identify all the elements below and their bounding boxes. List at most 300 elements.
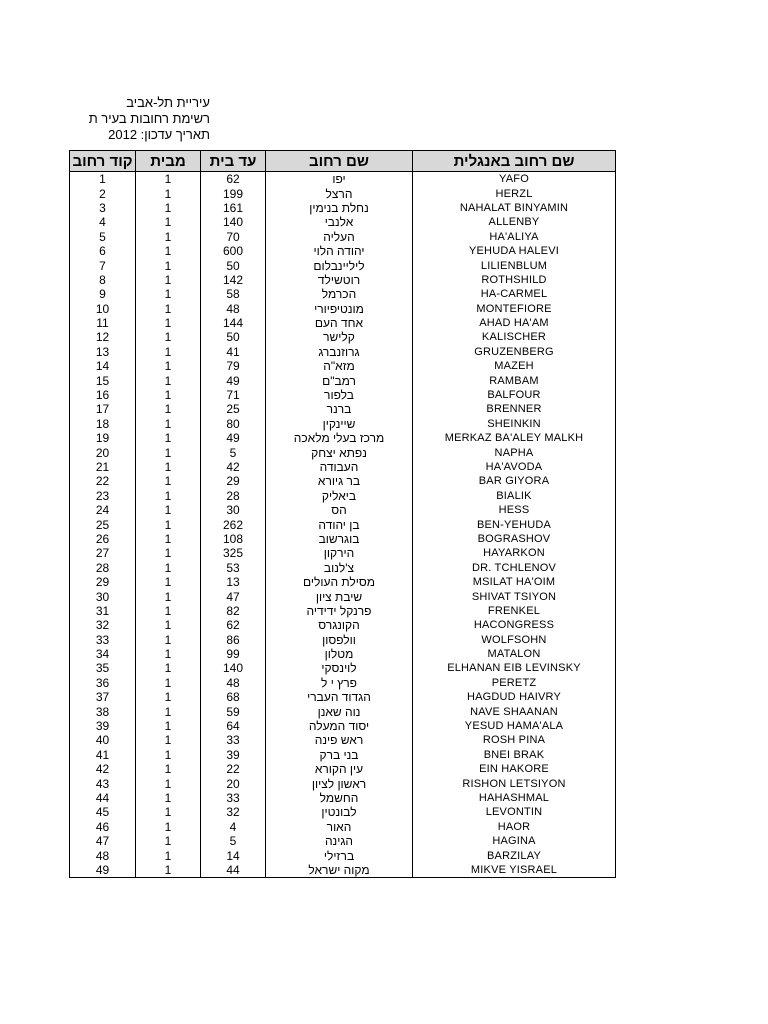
table-row (70, 661, 616, 675)
table-row (70, 445, 616, 459)
table-row (70, 690, 616, 704)
cell-from-house: 1 (136, 604, 201, 618)
cell-to-house: 44 (201, 863, 266, 878)
cell-street-code: 8 (70, 273, 136, 287)
cell-street-name-english: GRUZENBERG (413, 345, 616, 359)
cell-to-house: 99 (201, 647, 266, 661)
cell-street-name-english: BALFOUR (413, 388, 616, 402)
cell-from-house: 1 (136, 302, 201, 316)
cell-street-name-english: ROTHSHILD (413, 273, 616, 287)
cell-to-house: 140 (201, 215, 266, 229)
cell-from-house: 1 (136, 690, 201, 704)
cell-street-code: 14 (70, 359, 136, 373)
cell-street-name-english: BAR GIYORA (413, 474, 616, 488)
cell-from-house: 1 (136, 820, 201, 834)
table-row (70, 359, 616, 373)
table-row (70, 474, 616, 488)
table-row (70, 517, 616, 531)
table-row (70, 532, 616, 546)
cell-to-house: 80 (201, 417, 266, 431)
cell-street-code: 24 (70, 503, 136, 517)
cell-street-name: צ'לנוב (266, 561, 413, 575)
cell-to-house: 50 (201, 330, 266, 344)
table-row (70, 460, 616, 474)
cell-to-house: 32 (201, 805, 266, 819)
cell-street-name-english: HACONGRESS (413, 618, 616, 632)
table-row (70, 503, 616, 517)
cell-to-house: 161 (201, 201, 266, 215)
table-row (70, 402, 616, 416)
cell-street-name-english: BIALIK (413, 489, 616, 503)
table-header-row (70, 151, 616, 172)
header-to-house: עד בית (201, 151, 266, 172)
cell-street-name: קלישר (266, 330, 413, 344)
cell-to-house: 49 (201, 431, 266, 445)
cell-from-house: 1 (136, 719, 201, 733)
cell-street-name: מרכז בעלי מלאכה (266, 431, 413, 445)
table-row (70, 258, 616, 272)
municipality-title: עיריית תל-אביב (126, 95, 210, 110)
header-street-code: קוד רחוב (70, 151, 136, 172)
cell-street-name-english: MIKVE YISRAEL (413, 863, 616, 878)
cell-from-house: 1 (136, 244, 201, 258)
cell-from-house: 1 (136, 258, 201, 272)
cell-from-house: 1 (136, 834, 201, 848)
table-row (70, 863, 616, 878)
table-row (70, 330, 616, 344)
table-row (70, 589, 616, 603)
cell-street-code: 25 (70, 517, 136, 531)
cell-street-name-english: SHIVAT TSIYON (413, 589, 616, 603)
cell-street-name-english: MSILAT HA'OIM (413, 575, 616, 589)
cell-from-house: 1 (136, 287, 201, 301)
cell-street-code: 15 (70, 373, 136, 387)
cell-street-name: פרץ י ל (266, 676, 413, 690)
cell-street-code: 34 (70, 647, 136, 661)
table-row (70, 633, 616, 647)
cell-to-house: 25 (201, 402, 266, 416)
cell-to-house: 70 (201, 230, 266, 244)
cell-street-name: ברזילי (266, 848, 413, 862)
cell-street-name: רוטשילד (266, 273, 413, 287)
cell-from-house: 1 (136, 776, 201, 790)
cell-street-name: העליה (266, 230, 413, 244)
table-row (70, 575, 616, 589)
table-row (70, 604, 616, 618)
cell-street-name-english: HA-CARMEL (413, 287, 616, 301)
cell-street-name: נחלת בנימין (266, 201, 413, 215)
cell-from-house: 1 (136, 546, 201, 560)
cell-street-name-english: YAFO (413, 172, 616, 187)
cell-street-code: 42 (70, 762, 136, 776)
cell-street-name-english: HESS (413, 503, 616, 517)
cell-street-name-english: ROSH PINA (413, 733, 616, 747)
cell-to-house: 5 (201, 445, 266, 459)
cell-street-name-english: HAGDUD HAIVRY (413, 690, 616, 704)
table-row (70, 302, 616, 316)
cell-street-name: הכרמל (266, 287, 413, 301)
cell-from-house: 1 (136, 215, 201, 229)
cell-to-house: 600 (201, 244, 266, 258)
cell-street-name-english: WOLFSOHN (413, 633, 616, 647)
table-row (70, 561, 616, 575)
cell-street-code: 41 (70, 748, 136, 762)
cell-to-house: 50 (201, 258, 266, 272)
cell-street-name: מטלון (266, 647, 413, 661)
cell-street-name: יהודה הלוי (266, 244, 413, 258)
table-row (70, 647, 616, 661)
cell-to-house: 28 (201, 489, 266, 503)
table-row (70, 719, 616, 733)
cell-to-house: 62 (201, 618, 266, 632)
cell-to-house: 14 (201, 848, 266, 862)
cell-street-name: בר גיורא (266, 474, 413, 488)
cell-street-name: וולפסון (266, 633, 413, 647)
cell-to-house: 71 (201, 388, 266, 402)
cell-from-house: 1 (136, 388, 201, 402)
cell-street-code: 33 (70, 633, 136, 647)
cell-from-house: 1 (136, 402, 201, 416)
table-row (70, 776, 616, 790)
cell-street-name: מונטיפיורי (266, 302, 413, 316)
cell-to-house: 33 (201, 733, 266, 747)
cell-street-name: הירקון (266, 546, 413, 560)
table-row (70, 417, 616, 431)
cell-street-name-english: HA'ALIYA (413, 230, 616, 244)
cell-from-house: 1 (136, 575, 201, 589)
cell-to-house: 64 (201, 719, 266, 733)
cell-to-house: 82 (201, 604, 266, 618)
cell-to-house: 39 (201, 748, 266, 762)
cell-to-house: 22 (201, 762, 266, 776)
cell-street-code: 4 (70, 215, 136, 229)
cell-street-code: 22 (70, 474, 136, 488)
cell-from-house: 1 (136, 762, 201, 776)
cell-from-house: 1 (136, 561, 201, 575)
table-row (70, 230, 616, 244)
cell-to-house: 49 (201, 373, 266, 387)
table-row (70, 748, 616, 762)
cell-from-house: 1 (136, 359, 201, 373)
cell-street-code: 31 (70, 604, 136, 618)
cell-street-code: 49 (70, 863, 136, 878)
header-street-name-english: שם רחוב באנגלית (413, 151, 616, 172)
streets-table (69, 150, 616, 878)
cell-street-name-english: KALISCHER (413, 330, 616, 344)
cell-street-name: החשמל (266, 791, 413, 805)
cell-to-house: 48 (201, 302, 266, 316)
cell-from-house: 1 (136, 791, 201, 805)
cell-street-code: 47 (70, 834, 136, 848)
cell-street-name-english: FRENKEL (413, 604, 616, 618)
cell-street-code: 45 (70, 805, 136, 819)
table-row (70, 186, 616, 200)
cell-street-code: 36 (70, 676, 136, 690)
cell-street-code: 16 (70, 388, 136, 402)
cell-to-house: 30 (201, 503, 266, 517)
cell-to-house: 144 (201, 316, 266, 330)
cell-to-house: 5 (201, 834, 266, 848)
cell-street-name: רמב"ם (266, 373, 413, 387)
table-row (70, 215, 616, 229)
cell-from-house: 1 (136, 748, 201, 762)
cell-street-name-english: NAHALAT BINYAMIN (413, 201, 616, 215)
cell-street-code: 39 (70, 719, 136, 733)
cell-street-name-english: BOGRASHOV (413, 532, 616, 546)
cell-street-name: יפו (266, 172, 413, 187)
cell-street-code: 28 (70, 561, 136, 575)
cell-to-house: 79 (201, 359, 266, 373)
cell-street-code: 43 (70, 776, 136, 790)
cell-to-house: 86 (201, 633, 266, 647)
cell-street-code: 7 (70, 258, 136, 272)
cell-from-house: 1 (136, 273, 201, 287)
table-row (70, 373, 616, 387)
cell-street-code: 12 (70, 330, 136, 344)
cell-street-name: הקונגרס (266, 618, 413, 632)
cell-street-code: 23 (70, 489, 136, 503)
cell-to-house: 48 (201, 676, 266, 690)
cell-to-house: 29 (201, 474, 266, 488)
cell-from-house: 1 (136, 489, 201, 503)
cell-street-name-english: HAGINA (413, 834, 616, 848)
table-row (70, 820, 616, 834)
cell-street-code: 35 (70, 661, 136, 675)
table-row (70, 431, 616, 445)
cell-to-house: 13 (201, 575, 266, 589)
cell-from-house: 1 (136, 445, 201, 459)
table-row (70, 676, 616, 690)
cell-street-code: 13 (70, 345, 136, 359)
cell-street-code: 21 (70, 460, 136, 474)
cell-street-name-english: BARZILAY (413, 848, 616, 862)
table-row (70, 489, 616, 503)
cell-to-house: 59 (201, 704, 266, 718)
cell-to-house: 58 (201, 287, 266, 301)
cell-street-name-english: LEVONTIN (413, 805, 616, 819)
table-row (70, 201, 616, 215)
cell-to-house: 47 (201, 589, 266, 603)
update-date: תאריך עדכון: 2012 (108, 127, 210, 142)
cell-from-house: 1 (136, 618, 201, 632)
header-street-name: שם רחוב (266, 151, 413, 172)
table-row (70, 388, 616, 402)
cell-street-name-english: HA'AVODA (413, 460, 616, 474)
cell-to-house: 68 (201, 690, 266, 704)
cell-street-name: נפתא יצחק (266, 445, 413, 459)
cell-street-name: לוינסקי (266, 661, 413, 675)
table-row (70, 287, 616, 301)
cell-street-name: ביאליק (266, 489, 413, 503)
cell-street-name-english: BEN-YEHUDA (413, 517, 616, 531)
cell-to-house: 42 (201, 460, 266, 474)
cell-to-house: 262 (201, 517, 266, 531)
cell-street-name-english: AHAD HA'AM (413, 316, 616, 330)
cell-from-house: 1 (136, 431, 201, 445)
table-row (70, 618, 616, 632)
cell-street-name-english: NAVE SHAANAN (413, 704, 616, 718)
cell-from-house: 1 (136, 517, 201, 531)
cell-street-name: נוה שאנן (266, 704, 413, 718)
cell-street-name: אחד העם (266, 316, 413, 330)
cell-street-name-english: YEHUDA HALEVI (413, 244, 616, 258)
cell-street-code: 17 (70, 402, 136, 416)
cell-from-house: 1 (136, 848, 201, 862)
cell-from-house: 1 (136, 373, 201, 387)
cell-street-name: מסילת העולים (266, 575, 413, 589)
table-row (70, 244, 616, 258)
cell-from-house: 1 (136, 186, 201, 200)
cell-street-code: 2 (70, 186, 136, 200)
cell-to-house: 62 (201, 172, 266, 187)
cell-street-name: הגינה (266, 834, 413, 848)
cell-to-house: 142 (201, 273, 266, 287)
cell-street-code: 9 (70, 287, 136, 301)
cell-street-code: 26 (70, 532, 136, 546)
cell-street-name-english: NAPHA (413, 445, 616, 459)
cell-from-house: 1 (136, 417, 201, 431)
cell-from-house: 1 (136, 503, 201, 517)
cell-street-name-english: DR. TCHLENOV (413, 561, 616, 575)
cell-street-name-english: HERZL (413, 186, 616, 200)
table-row (70, 704, 616, 718)
table-row (70, 848, 616, 862)
cell-street-name: בן יהודה (266, 517, 413, 531)
cell-street-name: מקוה ישראל (266, 863, 413, 878)
cell-street-name: ראשון לציון (266, 776, 413, 790)
cell-street-code: 32 (70, 618, 136, 632)
cell-street-name-english: EIN HAKORE (413, 762, 616, 776)
cell-street-code: 30 (70, 589, 136, 603)
cell-street-name: יסוד המעלה (266, 719, 413, 733)
cell-street-code: 10 (70, 302, 136, 316)
cell-street-code: 19 (70, 431, 136, 445)
cell-street-name: ברנר (266, 402, 413, 416)
cell-from-house: 1 (136, 647, 201, 661)
cell-street-name: שיינקין (266, 417, 413, 431)
cell-street-name-english: BRENNER (413, 402, 616, 416)
cell-street-code: 37 (70, 690, 136, 704)
cell-street-name: בני ברק (266, 748, 413, 762)
cell-street-name-english: MERKAZ BA'ALEY MALKH (413, 431, 616, 445)
cell-street-name-english: MONTEFIORE (413, 302, 616, 316)
cell-street-name-english: MATALON (413, 647, 616, 661)
cell-from-house: 1 (136, 661, 201, 675)
cell-street-name-english: MAZEH (413, 359, 616, 373)
table-row (70, 316, 616, 330)
cell-street-code: 6 (70, 244, 136, 258)
cell-street-code: 1 (70, 172, 136, 187)
cell-street-name: פרנקל ידידיה (266, 604, 413, 618)
cell-street-name: לבונטין (266, 805, 413, 819)
cell-street-code: 20 (70, 445, 136, 459)
cell-street-name: בלפור (266, 388, 413, 402)
cell-to-house: 325 (201, 546, 266, 560)
cell-street-name: ליליינבלום (266, 258, 413, 272)
cell-street-code: 27 (70, 546, 136, 560)
cell-street-code: 46 (70, 820, 136, 834)
cell-from-house: 1 (136, 330, 201, 344)
cell-from-house: 1 (136, 633, 201, 647)
cell-street-name-english: SHEINKIN (413, 417, 616, 431)
cell-street-name-english: ALLENBY (413, 215, 616, 229)
cell-street-name-english: PERETZ (413, 676, 616, 690)
cell-street-name: הס (266, 503, 413, 517)
cell-street-code: 44 (70, 791, 136, 805)
cell-to-house: 108 (201, 532, 266, 546)
table-row (70, 172, 616, 187)
cell-to-house: 33 (201, 791, 266, 805)
table-row (70, 834, 616, 848)
cell-street-name: ראש פינה (266, 733, 413, 747)
cell-street-name-english: HAHASHMAL (413, 791, 616, 805)
cell-street-name: האור (266, 820, 413, 834)
table-row (70, 791, 616, 805)
list-title: רשימת רחובות בעיר ת (88, 111, 210, 126)
cell-street-name-english: RISHON LETSIYON (413, 776, 616, 790)
cell-street-code: 3 (70, 201, 136, 215)
cell-street-name: אלנבי (266, 215, 413, 229)
cell-street-name-english: LILIENBLUM (413, 258, 616, 272)
cell-street-code: 29 (70, 575, 136, 589)
cell-street-name: העבודה (266, 460, 413, 474)
cell-street-name: גרוזנברג (266, 345, 413, 359)
header-from-house: מבית (136, 151, 201, 172)
cell-street-name: שיבת ציון (266, 589, 413, 603)
cell-street-code: 38 (70, 704, 136, 718)
cell-to-house: 4 (201, 820, 266, 834)
table-row (70, 733, 616, 747)
cell-from-house: 1 (136, 805, 201, 819)
cell-from-house: 1 (136, 460, 201, 474)
cell-from-house: 1 (136, 316, 201, 330)
cell-street-name-english: ELHANAN EIB LEVINSKY (413, 661, 616, 675)
cell-street-code: 11 (70, 316, 136, 330)
document-header (70, 95, 210, 143)
cell-from-house: 1 (136, 532, 201, 546)
cell-from-house: 1 (136, 676, 201, 690)
cell-street-code: 48 (70, 848, 136, 862)
cell-to-house: 20 (201, 776, 266, 790)
cell-street-name: הגדוד העברי (266, 690, 413, 704)
cell-from-house: 1 (136, 201, 201, 215)
cell-street-code: 40 (70, 733, 136, 747)
cell-from-house: 1 (136, 704, 201, 718)
cell-from-house: 1 (136, 474, 201, 488)
table-row (70, 345, 616, 359)
cell-street-code: 18 (70, 417, 136, 431)
cell-street-name-english: HAYARKON (413, 546, 616, 560)
cell-to-house: 140 (201, 661, 266, 675)
cell-from-house: 1 (136, 345, 201, 359)
cell-street-name-english: BNEI BRAK (413, 748, 616, 762)
cell-street-name: מזא"ה (266, 359, 413, 373)
cell-street-name: בוגרשוב (266, 532, 413, 546)
cell-from-house: 1 (136, 733, 201, 747)
table-row (70, 762, 616, 776)
cell-street-name-english: HAOR (413, 820, 616, 834)
cell-street-name: הרצל (266, 186, 413, 200)
cell-from-house: 1 (136, 172, 201, 187)
table-row (70, 273, 616, 287)
cell-street-name: עין הקורא (266, 762, 413, 776)
cell-to-house: 41 (201, 345, 266, 359)
table-row (70, 805, 616, 819)
cell-to-house: 199 (201, 186, 266, 200)
cell-from-house: 1 (136, 230, 201, 244)
cell-to-house: 53 (201, 561, 266, 575)
cell-street-name-english: YESUD HAMA'ALA (413, 719, 616, 733)
